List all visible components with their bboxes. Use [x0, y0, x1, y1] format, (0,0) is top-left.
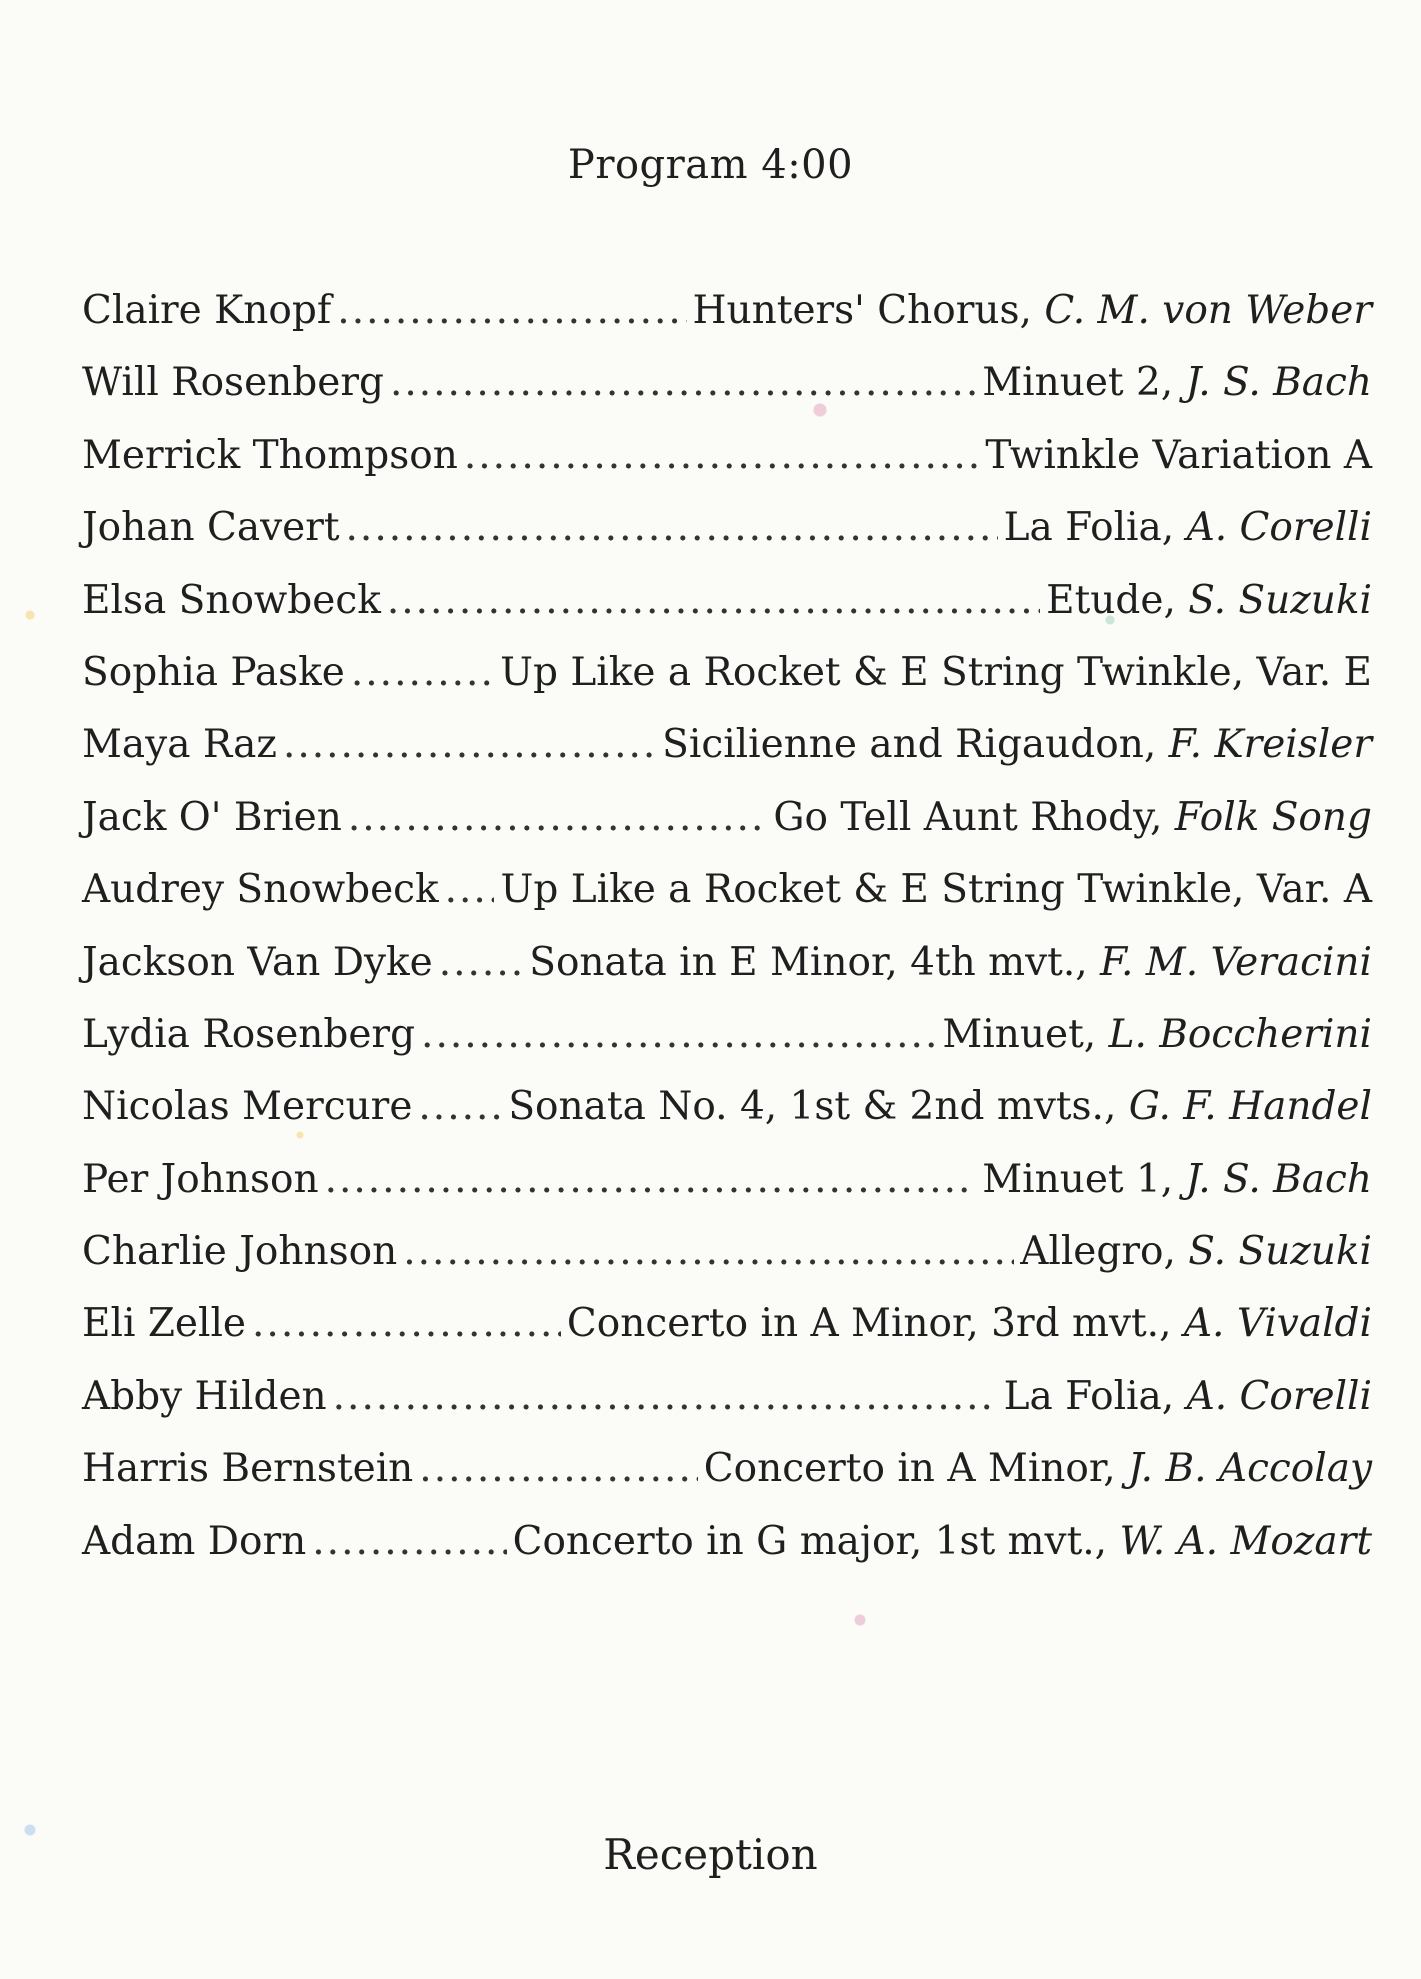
dot-leader [346, 505, 998, 550]
dot-leader [312, 1519, 506, 1564]
dot-leader [351, 650, 494, 695]
program-row [82, 867, 1372, 939]
program-row [82, 940, 1372, 1012]
dot-leader [464, 433, 979, 478]
performer-name: Charlie Johnson [82, 1229, 398, 1275]
piece-title: Etude, S. Suzuki [1046, 577, 1372, 623]
composer-name: A. Corelli [1186, 1373, 1372, 1419]
program-row [82, 578, 1372, 650]
dot-leader [419, 1446, 697, 1491]
performer-name: Audrey Snowbeck [82, 867, 439, 913]
dot-leader [283, 722, 656, 767]
program-row [82, 1012, 1372, 1084]
composer-name: C. M. von Weber [1044, 288, 1372, 333]
dot-leader [387, 578, 1040, 623]
piece-title: Concerto in A Minor, J. B. Accolay [703, 1446, 1372, 1492]
performer-name: Johan Cavert [82, 505, 340, 551]
dot-leader [348, 795, 767, 840]
performer-name: Harris Bernstein [82, 1446, 414, 1492]
program-row [82, 795, 1372, 867]
piece-title: Allegro, S. Suzuki [1020, 1229, 1372, 1275]
performer-name: Jackson Van Dyke [82, 939, 433, 985]
piece-title: La Folia, A. Corelli [1003, 1373, 1372, 1419]
dot-leader [325, 1157, 977, 1202]
dot-leader [439, 940, 524, 985]
piece-title: Up Like a Rocket & E String Twinkle, Var. E [500, 649, 1372, 695]
composer-name: J. S. Bach [1185, 360, 1372, 406]
performer-name: Sophia Paske [82, 649, 345, 695]
program-row [82, 433, 1372, 505]
dot-leader [421, 1012, 936, 1057]
piece-title: Concerto in G major, 1st mvt., W. A. Mozart [512, 1518, 1372, 1564]
performer-name: Lydia Rosenberg [82, 1011, 416, 1057]
performer-name: Merrick Thompson [82, 432, 458, 478]
piece-title: Hunters' Chorus, C. M. von Weber [692, 288, 1372, 333]
program-row [82, 288, 1372, 360]
program-title: Program 4:00 [567, 142, 854, 188]
composer-name: A. Corelli [1186, 505, 1372, 551]
performer-name: Adam Dorn [82, 1518, 307, 1564]
performer-name: Elsa Snowbeck [82, 577, 381, 623]
program-row [82, 1157, 1372, 1229]
piece-title: Sonata No. 4, 1st & 2nd mvts., G. F. Handel [508, 1084, 1372, 1130]
performer-name: Maya Raz [82, 722, 277, 768]
composer-name: F. M. Veracini [1100, 939, 1372, 985]
program-row [82, 650, 1372, 722]
dot-leader [252, 1301, 561, 1346]
composer-name: L. Boccherini [1108, 1011, 1372, 1057]
reception-label: Reception [603, 1830, 818, 1879]
program-row [82, 1301, 1372, 1373]
program-list [82, 288, 1372, 1591]
dot-leader [390, 360, 976, 405]
piece-title: Up Like a Rocket & E String Twinkle, Var. A [500, 867, 1372, 913]
composer-name: A. Vivaldi [1183, 1301, 1372, 1347]
composer-name: F. Kreisler [1168, 722, 1372, 768]
program-row [82, 722, 1372, 794]
performer-name: Will Rosenberg [82, 360, 384, 406]
program-row [82, 1446, 1372, 1518]
performer-name: Claire Knopf [82, 288, 332, 333]
piece-title: Sonata in E Minor, 4th mvt., F. M. Veracini [529, 939, 1372, 985]
piece-title: Minuet 2, J. S. Bach [982, 360, 1372, 406]
dot-leader [333, 1374, 998, 1419]
composer-name: J. B. Accolay [1128, 1446, 1372, 1492]
performer-name: Nicolas Mercure [82, 1084, 413, 1130]
piece-title: Minuet, L. Boccherini [942, 1011, 1372, 1057]
program-row [82, 1374, 1372, 1446]
composer-name: G. F. Handel [1128, 1084, 1372, 1130]
dot-leader [418, 1084, 502, 1129]
performer-name: Eli Zelle [82, 1301, 247, 1347]
program-row [82, 1084, 1372, 1156]
program-row [82, 360, 1372, 432]
dot-leader [337, 288, 686, 333]
composer-name: S. Suzuki [1188, 577, 1372, 623]
piece-title: Minuet 1, J. S. Bach [982, 1156, 1372, 1202]
performer-name: Per Johnson [82, 1156, 319, 1202]
piece-title: Sicilienne and Rigaudon, F. Kreisler [662, 722, 1372, 768]
program-row [82, 1229, 1372, 1301]
performer-name: Abby Hilden [82, 1373, 327, 1419]
composer-name: J. S. Bach [1185, 1156, 1372, 1202]
composer-name: S. Suzuki [1188, 1229, 1372, 1275]
program-row [82, 505, 1372, 577]
performer-name: Jack O' Brien [82, 794, 342, 840]
dot-leader [445, 867, 495, 912]
composer-name: W. A. Mozart [1119, 1518, 1372, 1564]
piece-title: La Folia, A. Corelli [1003, 505, 1372, 551]
composer-name: Folk Song [1174, 794, 1372, 840]
piece-title: Concerto in A Minor, 3rd mvt., A. Vivaldi [566, 1301, 1372, 1347]
piece-title: Twinkle Variation A [985, 432, 1372, 478]
dot-leader [403, 1229, 1014, 1274]
piece-title: Go Tell Aunt Rhody, Folk Song [773, 794, 1372, 840]
program-row [82, 1519, 1372, 1591]
